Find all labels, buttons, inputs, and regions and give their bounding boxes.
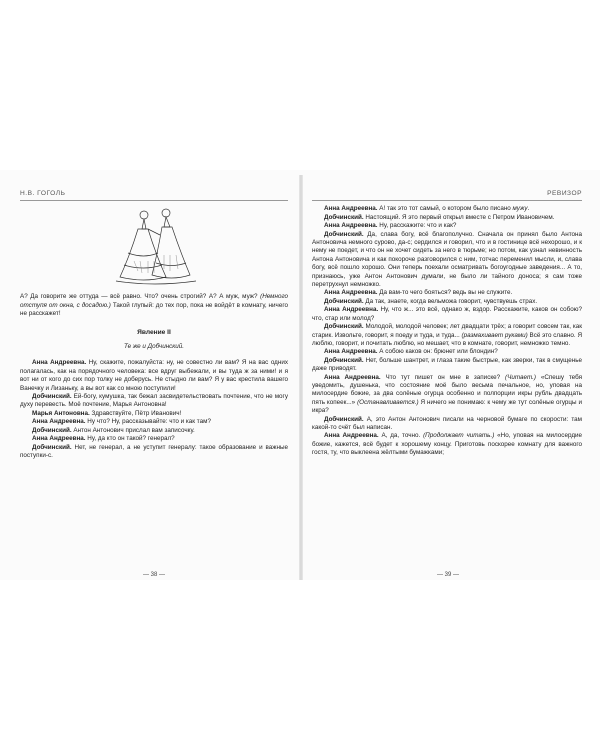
- stage-direction: (Продолжает читать.): [423, 432, 495, 440]
- dialogue-line: [20, 393, 288, 410]
- speech-text: Нет, больше шантрет, и глаза такие быстрые, как зверки, так в смущенье даже приводят.: [312, 356, 582, 373]
- speaker-name: Добчинский.: [324, 213, 364, 221]
- speech-text: Антон Антонович прислал вам записочку.: [71, 426, 195, 434]
- dialogue-line: [20, 427, 288, 435]
- stage-direction: (размахивает руками): [461, 331, 528, 339]
- speaker-name: Анна Андреевна.: [324, 348, 378, 356]
- dialogue-line: [20, 359, 288, 393]
- speech-text: Всё это славно. Я люблю, говорит, и почитать люблю, но мешает, что в комнате, говорит, немножко темно.: [312, 331, 582, 347]
- left-paragraph-1a: А? Да говорите же оттуда — всё равно. Что? очень строгий? А? А муж, муж?: [20, 293, 261, 301]
- speaker-name: Добчинский.: [32, 426, 72, 434]
- speech-text: А собою каков он: брюнет или блондин?: [377, 348, 498, 356]
- speaker-name: Марья Антоновна.: [32, 409, 90, 417]
- speech-text: Да, слава богу, всё благополучно. Сначала он принял было Антона Антоновича немного сурово, да-с; сердился и говорил, что и в гостинице всё нехорошо, и к нему не поедет, и что он не хочет сидеть за него в тюрьме; но потом, как узнал невинность Антона Антоновича и как покороче разговорился с ним, тотчас переменил мысли, и, слава богу, всё пошло хорошо. Они теперь поехали осматривать богоугодные заведения... А то, признаюсь, уже Антон Антонович думали, не было ли тайного доноса; я сам тоже перетрухнул немножко.: [312, 230, 582, 289]
- speech-text: А, это Антон Антонович писали на черновой бумаге по скорости: там какой-то счёт был написан.: [312, 415, 582, 431]
- speech-text: Да вам-то чего бояться? ведь вы не служите.: [377, 289, 513, 297]
- speech-text: «Спешу тебя уведомить, душенька, что состояние моё было весьма печальное, но, уповая на милосердие божие, за два солёные огурца особенно и полпорции икры рубль двадцать пять копеек...»: [312, 373, 582, 406]
- speech-text: Ну, да кто он такой? генерал?: [85, 435, 175, 443]
- speaker-name: Анна Андреевна.: [324, 222, 378, 230]
- dialogue-line: [312, 323, 582, 348]
- right-running-head: РЕВИЗОР: [312, 190, 582, 201]
- dialogue-line: [312, 231, 582, 290]
- speech-text: Здравствуйте, Пётр Иванович!: [89, 409, 182, 417]
- emphasis-text: мужу: [512, 205, 528, 213]
- speech-text: Ну, расскажите: что и как?: [377, 222, 457, 230]
- speech-text: Что тут пишет он мне в записке?: [380, 373, 506, 381]
- speaker-name: Анна Андреевна.: [324, 432, 379, 440]
- speaker-name: Анна Андреевна.: [32, 435, 86, 443]
- dialogue-line: [312, 205, 582, 213]
- dialogue-line: [312, 289, 582, 297]
- speaker-name: Анна Андреевна.: [324, 289, 378, 297]
- stage-direction: (Останавливается.): [357, 398, 419, 406]
- speech-text: Ну, скажите, пожалуйста: ну, не совестно ли вам? Я на вас одних полагалась, как на порядочного человека: все вдруг выбежали, и вы туда ж за ними! и я вот ни от кого до сих пор толку не доберусь. Не стыдно ли вам? Я у вас крестила вашего Ванечку и Лизаньку, а вы вот как со мною поступили!: [20, 359, 288, 392]
- speaker-name: Добчинский.: [324, 323, 364, 331]
- dialogue-line: [312, 416, 582, 433]
- illustration-two-ladies: [108, 205, 200, 287]
- speech-text: Да так, знаете, когда вельможа говорит, чувствуешь страх.: [363, 297, 538, 305]
- speech-text: .: [527, 205, 530, 213]
- speaker-name: Добчинский.: [324, 297, 364, 305]
- speech-text: Молодой, молодой человек; лет двадцати трёх; а говорит совсем так, как старик. Извольте, говорит, я поеду и туда, и туда...: [312, 323, 582, 339]
- left-page: [20, 190, 288, 460]
- left-page-number: — 38 —: [142, 572, 165, 578]
- left-running-head: Н.В. ГОГОЛЬ: [20, 190, 288, 201]
- speaker-name: Анна Андреевна.: [324, 205, 378, 213]
- dialogue-line: [312, 432, 582, 457]
- speaker-name: Анна Андреевна.: [32, 359, 87, 367]
- dialogue-line: [312, 374, 582, 416]
- right-page-number: — 39 —: [436, 572, 459, 578]
- dialogue-line: [312, 348, 582, 356]
- speech-text: Ну что? Ну, рассказывайте: что и как там?: [85, 418, 211, 426]
- speech-text: Я ничего не понимаю: к чему же тут солёные огурцы и икра?: [312, 398, 583, 415]
- dialogue-line: [20, 418, 288, 426]
- speaker-name: Добчинский.: [32, 393, 72, 401]
- scene-title: Явление II: [137, 328, 171, 336]
- scene-characters: Те же и Добчинский.: [123, 343, 185, 351]
- speech-text: Ей-богу, кумушка, так бежал засвидетельствовать почтение, что не могу духу перевесть. Моё почтение, Марья Антоновна!: [20, 393, 288, 409]
- dialogue-line: [312, 357, 582, 374]
- left-paragraph-1b: Такой глупый: до тех пор, пока не войдёт в комнату, ничего не расскажет!: [20, 301, 288, 318]
- speech-text: Нет, не генерал, а не уступит генералу: такое образование и важные поступки-с.: [20, 443, 288, 459]
- speaker-name: Анна Андреевна.: [324, 373, 381, 381]
- speaker-name: Анна Андреевна.: [32, 418, 86, 426]
- dialogue-line: [312, 214, 582, 222]
- dialogue-line: [20, 444, 288, 461]
- dialogue-line: [20, 435, 288, 443]
- dialogue-line: [312, 306, 582, 323]
- speaker-name: Добчинский.: [324, 230, 364, 238]
- speech-text: «Но, уповая на милосердие божие, кажется, всё будет к хорошему концу. Приготовь поскорее комнату для важного гостя, ту, что выклеена жёлтыми бумажками;: [312, 432, 583, 457]
- speech-text: А, да, точно.: [378, 432, 424, 440]
- right-page: [312, 190, 582, 458]
- speaker-name: Анна Андреевна.: [324, 306, 379, 314]
- book-gutter: [299, 175, 303, 580]
- speaker-name: Добчинский.: [324, 415, 364, 423]
- stage-direction: (Читает.): [505, 373, 536, 381]
- speech-text: Настоящий. Я это первый открыл вместе с Петром Ивановичем.: [363, 213, 555, 221]
- stage-direction: (Немного отступя от окна, с досадою.): [20, 293, 288, 309]
- speaker-name: Добчинский.: [324, 356, 364, 364]
- speech-text: А! так это тот самый, о котором было писано: [377, 205, 513, 213]
- dialogue-line: [312, 222, 582, 230]
- speaker-name: Добчинский.: [32, 443, 72, 451]
- speech-text: Ну, что ж... это всё, однако ж, вздор. Расскажите, каков он собою? что, стар или молод?: [312, 306, 582, 322]
